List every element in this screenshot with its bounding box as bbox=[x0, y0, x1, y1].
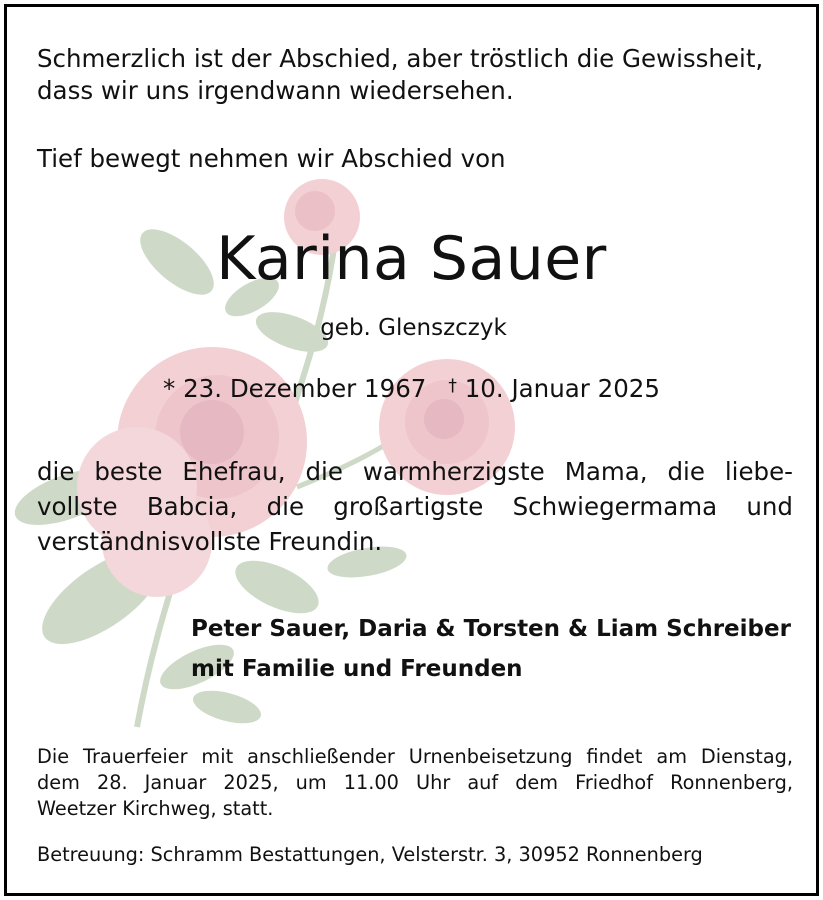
deceased-name: Karina Sauer bbox=[216, 224, 607, 294]
birth-symbol: * bbox=[163, 374, 176, 403]
service-line: Weetzer Kirchweg, statt. bbox=[37, 797, 274, 820]
tribute-line: die beste Ehefrau, die warmherzigste Mama, die liebe- bbox=[37, 457, 793, 486]
death-date: 10. Januar 2025 bbox=[464, 374, 660, 403]
life-dates bbox=[7, 372, 816, 406]
tribute-line: vollste Babcia, die großartigste Schwiegermama und bbox=[37, 492, 793, 521]
service-line: dem 28. Januar 2025, um 11.00 Uhr auf dem Friedhof Ronnenberg, bbox=[37, 771, 793, 794]
mourners-line: mit Familie und Freunden bbox=[191, 656, 523, 682]
birth-date: 23. Dezember 1967 bbox=[183, 374, 427, 403]
service-line: Die Trauerfeier mit anschließender Urnenbeisetzung findet am Dienstag, bbox=[37, 745, 793, 768]
motto-line: dass wir uns irgendwann wiedersehen. bbox=[37, 76, 514, 105]
service-info bbox=[37, 744, 793, 822]
mourners-line: Peter Sauer, Daria & Torsten & Liam Schreiber bbox=[191, 616, 791, 642]
tribute-line: verständnisvollste Freundin. bbox=[37, 527, 383, 556]
intro-text: Tief bewegt nehmen wir Abschied von bbox=[37, 144, 506, 173]
death-cross-icon: † bbox=[448, 376, 457, 396]
mourners-block bbox=[191, 609, 801, 689]
maiden-name: geb. Glenszczyk bbox=[320, 315, 507, 341]
tribute-text bbox=[37, 454, 793, 559]
obituary-notice bbox=[4, 4, 819, 896]
undertaker-info: Betreuung: Schramm Bestattungen, Velsterstr. 3, 30952 Ronnenberg bbox=[37, 843, 703, 866]
motto-line: Schmerzlich ist der Abschied, aber tröstlich die Gewissheit, bbox=[37, 44, 764, 73]
motto-quote bbox=[37, 43, 793, 107]
